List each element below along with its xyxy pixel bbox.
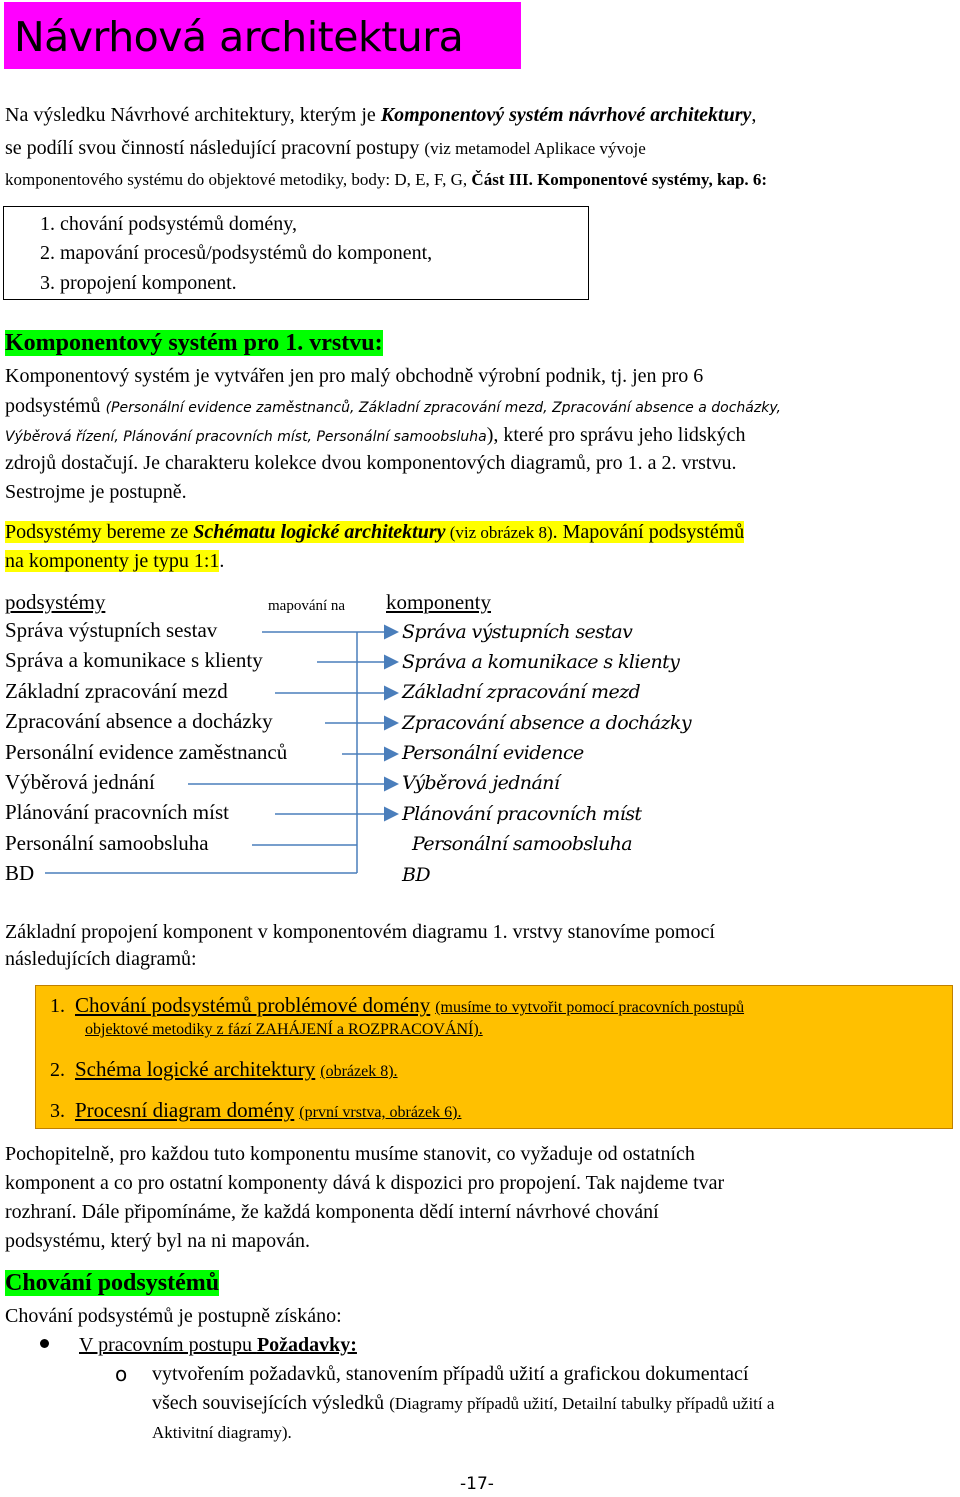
mapping-label: mapování na (268, 598, 346, 614)
intro-chapter: Část III. Komponentové systémy, kap. 6: (471, 170, 768, 189)
text: všech souvisejících výsledků (152, 1392, 390, 1414)
diagram-number: 2. (50, 1059, 65, 1081)
component-item: BD (402, 864, 430, 886)
diagram-note: (obrázek 8). (320, 1063, 398, 1080)
bullet-dot-icon (40, 1339, 49, 1348)
diagram-item (50, 1055, 398, 1086)
intro-comma: , (751, 104, 757, 126)
schema-reference: Schématu logické architektury (193, 521, 446, 543)
text: . Mapování podsystémů (552, 521, 745, 543)
figure-reference: (viz obrázek 8) (445, 523, 553, 542)
components-header: komponenty (386, 590, 491, 614)
section2-heading (5, 1268, 219, 1299)
intro-line-1 (5, 100, 756, 130)
text: Podsystémy bereme ze (5, 521, 194, 543)
sub-bullet-line-2 (152, 1388, 774, 1419)
subsystem-item: Výběrová jednání (5, 770, 155, 794)
subsystem-item: BD (5, 861, 35, 885)
section1-line-4: zdrojů dostačují. Je charakteru kolekce dvou komponentových diagramů, pro 1. a 2. vrstvu. (5, 452, 737, 474)
page-title: Návrhová architektura (14, 13, 464, 61)
intro-reference: (viz metamodel Aplikace vývoje (424, 139, 646, 158)
diagram-name: Chování podsystémů problémové domény (75, 993, 431, 1017)
component-item: Personální evidence (402, 742, 584, 764)
intro-text: se podílí svou činností následující pracovní postupy (5, 137, 425, 159)
subsystem-item: Plánování pracovních míst (5, 800, 229, 824)
component-item: Správa a komunikace s klienty (402, 651, 680, 673)
sub-bullet-line-3: Aktivitní diagramy). (152, 1423, 292, 1442)
section1-line-5: Sestrojme je postupně. (5, 481, 187, 503)
subsystems-header: podsystémy (5, 590, 106, 614)
text: na komponenty je typu 1:1 (5, 550, 220, 572)
subsystem-item: Správa a komunikace s klienty (5, 648, 263, 672)
mapping-arrows (0, 590, 960, 890)
section2-line-1: Chování podsystémů je postupně získáno: (5, 1305, 342, 1327)
subsystem-item: Personální samoobsluha (5, 831, 209, 855)
bullet-item (79, 1330, 357, 1360)
subsystem-item: Zpracování absence a docházky (5, 709, 273, 733)
subsystem-list: (Personální evidence zaměstnanců, Základní zpracování mezd, Zpracování absence a docházky, (105, 400, 781, 416)
diagram-item (50, 1096, 461, 1127)
paragraph-line: Pochopitelně, pro každou tuto komponentu musíme stanovit, co vyžaduje od ostatních (5, 1143, 695, 1165)
work-step-item: 1. chování podsystémů domény, (40, 213, 298, 235)
intro-text: Na výsledku Návrhové architektury, kterým je (5, 104, 381, 126)
text: ), které pro správu jeho lidských (486, 424, 746, 446)
component-item: Správa výstupních sestav (402, 621, 633, 643)
paragraph-line: rozhraní. Dále připomínáme, že každá komponenta dědí interní návrhové chování (5, 1201, 659, 1223)
result-list: (Diagramy případů užití, Detailní tabulky případů užití a (389, 1394, 775, 1413)
diagrams-intro-line-1: Základní propojení komponent v komponentovém diagramu 1. vrstvy stanovíme pomocí (5, 921, 715, 943)
component-item: Zpracování absence a docházky (402, 712, 691, 734)
section2-heading-text: Chování podsystémů (5, 1270, 220, 1296)
mapping-note-line-1 (5, 517, 744, 548)
diagram-note: (první vrstva, obrázek 6). (299, 1104, 462, 1121)
section1-heading-text: Komponentový systém pro 1. vrstvu: (5, 330, 383, 356)
diagram-number: 1. (50, 995, 65, 1017)
bullet-text: V pracovním postupu (79, 1334, 257, 1356)
intro-line-2 (5, 133, 646, 164)
work-step-item: 2. mapování procesů/podsystémů do komponent, (40, 242, 433, 264)
page-number: -17- (460, 1474, 494, 1494)
subsystem-item: Základní zpracování mezd (5, 679, 228, 703)
mapping-note-line-2: na komponenty je typu 1:1. (5, 550, 225, 572)
paragraph-line: komponent a co pro ostatní komponenty dává k dispozici pro propojení. Tak najdeme tvar (5, 1172, 725, 1194)
subsystem-item: Personální evidence zaměstnanců (5, 740, 288, 764)
diagram-name: Procesní diagram domény (75, 1098, 295, 1122)
section1-line-2 (5, 391, 781, 423)
component-item: Plánování pracovních míst (402, 803, 642, 825)
subsystem-item: Správa výstupních sestav (5, 618, 218, 642)
diagram-note: (musíme to vytvořit pomocí pracovních postupů (435, 999, 745, 1016)
intro-line-3 (5, 165, 767, 195)
bullet-emphasis: Požadavky: (256, 1334, 357, 1356)
diagram-number: 3. (50, 1100, 65, 1122)
component-item: Základní zpracování mezd (402, 681, 641, 703)
sub-bullet-line-1: vytvořením požadavků, stanovením případů užití a grafickou dokumentací (152, 1363, 749, 1385)
diagrams-intro-line-2: následujících diagramů: (5, 948, 197, 970)
diagram-note-continued: objektové metodiky z fází ZAHÁJENÍ a ROZPRACOVÁNÍ). (85, 1021, 483, 1038)
text: podsystémů (5, 395, 106, 417)
component-item: Výběrová jednání (402, 772, 560, 794)
section1-heading (5, 328, 383, 359)
sub-bullet-circle-icon: o (115, 1362, 128, 1386)
intro-text: komponentového systému do objektové metodiky, body: D, E, F, G, (5, 170, 472, 189)
component-item: Personální samoobsluha (412, 833, 633, 855)
diagram-name: Schéma logické architektury (75, 1057, 316, 1081)
section1-line-1: Komponentový systém je vytvářen jen pro malý obchodně výrobní podnik, tj. jen pro 6 (5, 365, 704, 387)
paragraph-line: podsystému, který byl na ni mapován. (5, 1230, 310, 1252)
intro-emphasis: Komponentový systém návrhové architektury (380, 104, 752, 126)
subsystem-list: Výběrová řízení, Plánování pracovních míst, Personální samoobsluha (5, 429, 487, 445)
work-step-item: 3. propojení komponent. (40, 272, 237, 294)
